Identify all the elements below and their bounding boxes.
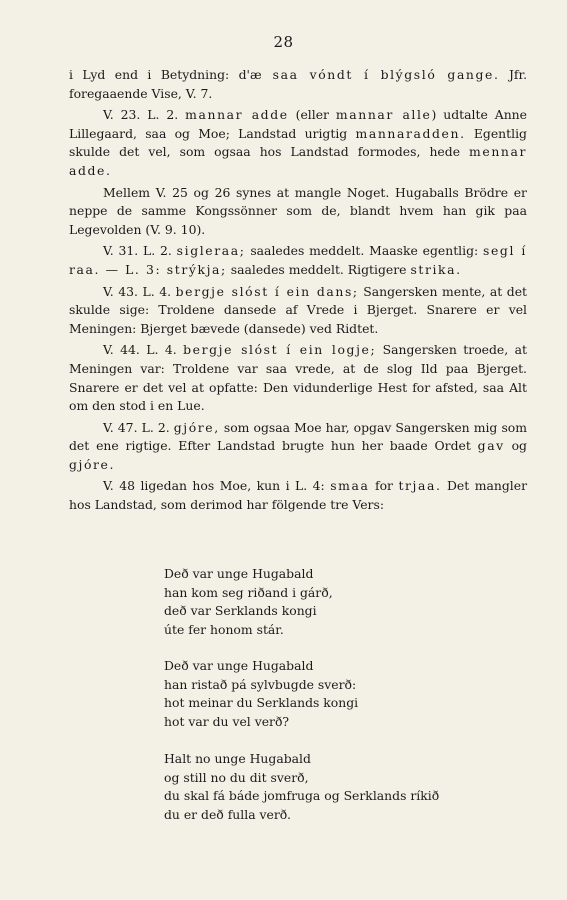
note-v44 [69, 341, 527, 415]
dialect-quote: mannar alle [335, 107, 432, 123]
text-segment: saaledes meddelt. Maaske egentlig: [245, 243, 484, 259]
text-segment: Det mangler hos Landstad, som derimod har fölgende tre Vers: [69, 478, 527, 513]
verse-line: hot var du vel verð? [164, 713, 290, 729]
note-v31 [69, 242, 527, 279]
dialect-quote: mennar adde. [69, 144, 527, 178]
text-segment: og [504, 438, 527, 454]
text-segment: V. 31. L. 2. [103, 243, 177, 259]
dialect-quote: mannaradden. [355, 125, 466, 141]
verse-stanza-1 [164, 565, 484, 639]
commentary-text [69, 66, 527, 518]
text-segment: i Lyd end i Betydning: d'æ [69, 67, 262, 82]
page-number: 28 [273, 33, 294, 51]
text-segment: Mellem V. 25 og 26 synes at mangle Noget. Hugaballs Brödre er neppe de samme Kongssönner som de, blandt hvem han gik paa Legevolden (V. 9. 10). [69, 184, 527, 237]
dialect-quote: gjóre. [69, 456, 116, 472]
verse-line: Halt no unge Hugabald [164, 751, 311, 766]
text-segment: Sangersken mente, at det skulde sige: Troldene dansede af Vrede i Bjerget. Snarere er vel Meningen: Bjerget bævede (dansede) ved Ridtet. [69, 283, 528, 336]
text-segment: som ogsaa Moe har, opgav Sangersken mig som det ene rigtige. Efter Landstad brugte hun her baade Ordet [69, 419, 528, 454]
verse-stanza-2 [164, 657, 484, 731]
verse-line: hot meinar du Serklands kongi [164, 695, 359, 711]
note-v23 [69, 106, 527, 180]
verse-line: deð var Serklands kongi [164, 603, 317, 619]
verse-line: han kom seg riðand i gárð, [164, 584, 333, 600]
dialect-quote: gav [477, 438, 505, 454]
dialect-quote: strika. [410, 261, 462, 277]
verse-line: Deð var unge Hugabald [164, 658, 314, 673]
dialect-quote: trjaa. [398, 478, 442, 494]
dialect-quote: saa vóndt í blýgsló gange. [261, 67, 500, 82]
text-segment: V. 44. L. 4. [103, 342, 184, 358]
note-v47 [69, 419, 527, 475]
dialect-quote: segl í raa. — L. 3: strýkja; [69, 243, 527, 277]
verse-line: úte fer honom stár. [164, 621, 284, 637]
dialect-quote: sigleraa; [176, 243, 246, 259]
dialect-quote: bergje slóst í ein logje; [183, 342, 377, 358]
text-segment: for [369, 478, 399, 494]
verse-line: han ristað pá sylvbugde sverð: [164, 676, 357, 692]
paragraph-intro [69, 66, 527, 103]
dialect-quote: mannar adde [185, 107, 289, 123]
verse-line: du er deð fulla verð. [164, 806, 291, 822]
verse-line: Deð var unge Hugabald [164, 566, 314, 581]
text-segment: V. 43. L. 4. [103, 283, 176, 299]
verse-stanza-3 [164, 750, 484, 824]
dialect-quote: smaa [330, 478, 370, 494]
text-segment: V. 47. L. 2. [103, 419, 174, 435]
dialect-quote: bergje slóst í ein dans; [175, 283, 359, 299]
dialect-quote: gjóre, [173, 419, 220, 435]
verse-line: du skal fá báde jomfruga og Serklands ríkið [164, 788, 440, 804]
text-segment: Jfr. foregaaende Vise, V. 7. [69, 67, 528, 101]
text-segment: Egentlig skulde det vel, som ogsaa hos Landstad formodes, hede [69, 125, 527, 160]
verse-line: og still no du dit sverð, [164, 769, 309, 785]
note-v43 [69, 283, 527, 339]
text-segment: V. 23. L. 2. [103, 107, 186, 123]
text-segment: Sangersken troede, at Meningen var: Troldene var saa vrede, at de slog Ild paa Bjerget. Snarere er det vel at opfatte: Den vidunderlige Hest for afsted, saa Alt om den stod i en Lue. [69, 342, 527, 414]
text-segment: saaledes meddelt. Rigtigere [226, 261, 411, 277]
text-segment: (eller [288, 107, 336, 123]
text-segment: V. 48 ligedan hos Moe, kun i L. 4: [103, 478, 331, 494]
text-segment: ) udtalte Anne Lillegaard, saa og Moe; Landstad urigtig [69, 107, 527, 141]
note-v48 [69, 477, 527, 514]
note-v25-26 [69, 184, 527, 240]
